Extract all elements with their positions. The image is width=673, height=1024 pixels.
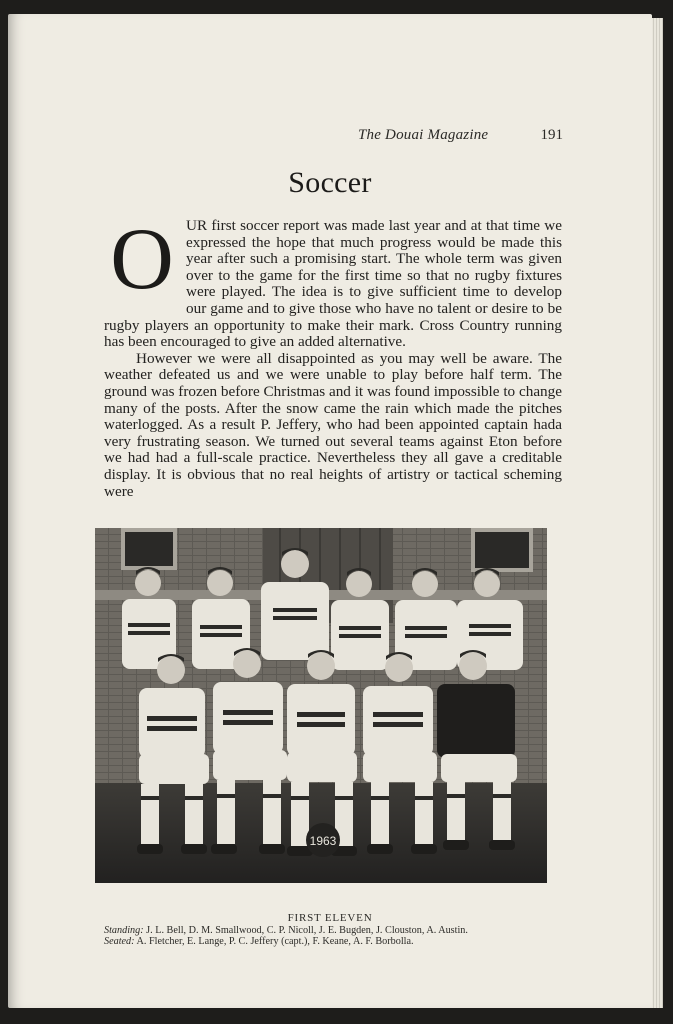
caption-seated (104, 936, 574, 947)
seated-names: A. Fletcher, E. Lange, P. C. Jeffery (capt.), F. Keane, A. F. Borbolla. (136, 936, 414, 947)
magazine-name: The Douai Magazine (358, 127, 489, 143)
caption-standing (104, 925, 574, 936)
running-header (358, 127, 563, 144)
seated-label: Seated: (104, 936, 135, 947)
window-right (473, 530, 531, 570)
standing-names: J. L. Bell, D. M. Smallwood, C. P. Nicoll, J. E. Bugden, J. Clouston, A. Austin. (146, 925, 468, 936)
paragraph-1: UR first soccer report was made last year and at that time we expressed the hope that much progress would be made this year after such a promising start. The whole term was given over to the game for the first time so that no rugby fixtures were played. The idea is to give sufficient time to develop our game and to give those who have no talent or desire to be rugby players an opportunity to make their mark. Cross Country running has been encouraged to give an added alternative. (104, 217, 562, 351)
team-photograph (95, 528, 547, 883)
article-body (104, 218, 562, 500)
drop-cap (102, 220, 182, 302)
paragraph-2: However we were all disappointed as you may well be aware. The weather defeated us and we were unable to play before half term. The ground was frozen before Christmas and it was found impossible to change many of the posts. After the snow came the rain which made the pitches waterlogged. As a result P. Jeffery, who had been appointed captain hada very frustrating season. We turned out several teams against Eton before we had had a full-scale practice. Nevertheless they all gave a creditable display. It is obvious that no real heights of artistry or tactical scheming were (104, 349, 562, 500)
football (306, 823, 340, 857)
ball-year-label: 1963 (309, 834, 337, 848)
drop-cap-letter: O (110, 220, 174, 302)
page-number: 191 (540, 127, 563, 143)
window-left (123, 530, 175, 568)
article-title: Soccer (288, 166, 372, 199)
team-photo-drawing (95, 528, 547, 883)
caption-title: FIRST ELEVEN (287, 912, 373, 924)
standing-label: Standing: (104, 925, 144, 936)
